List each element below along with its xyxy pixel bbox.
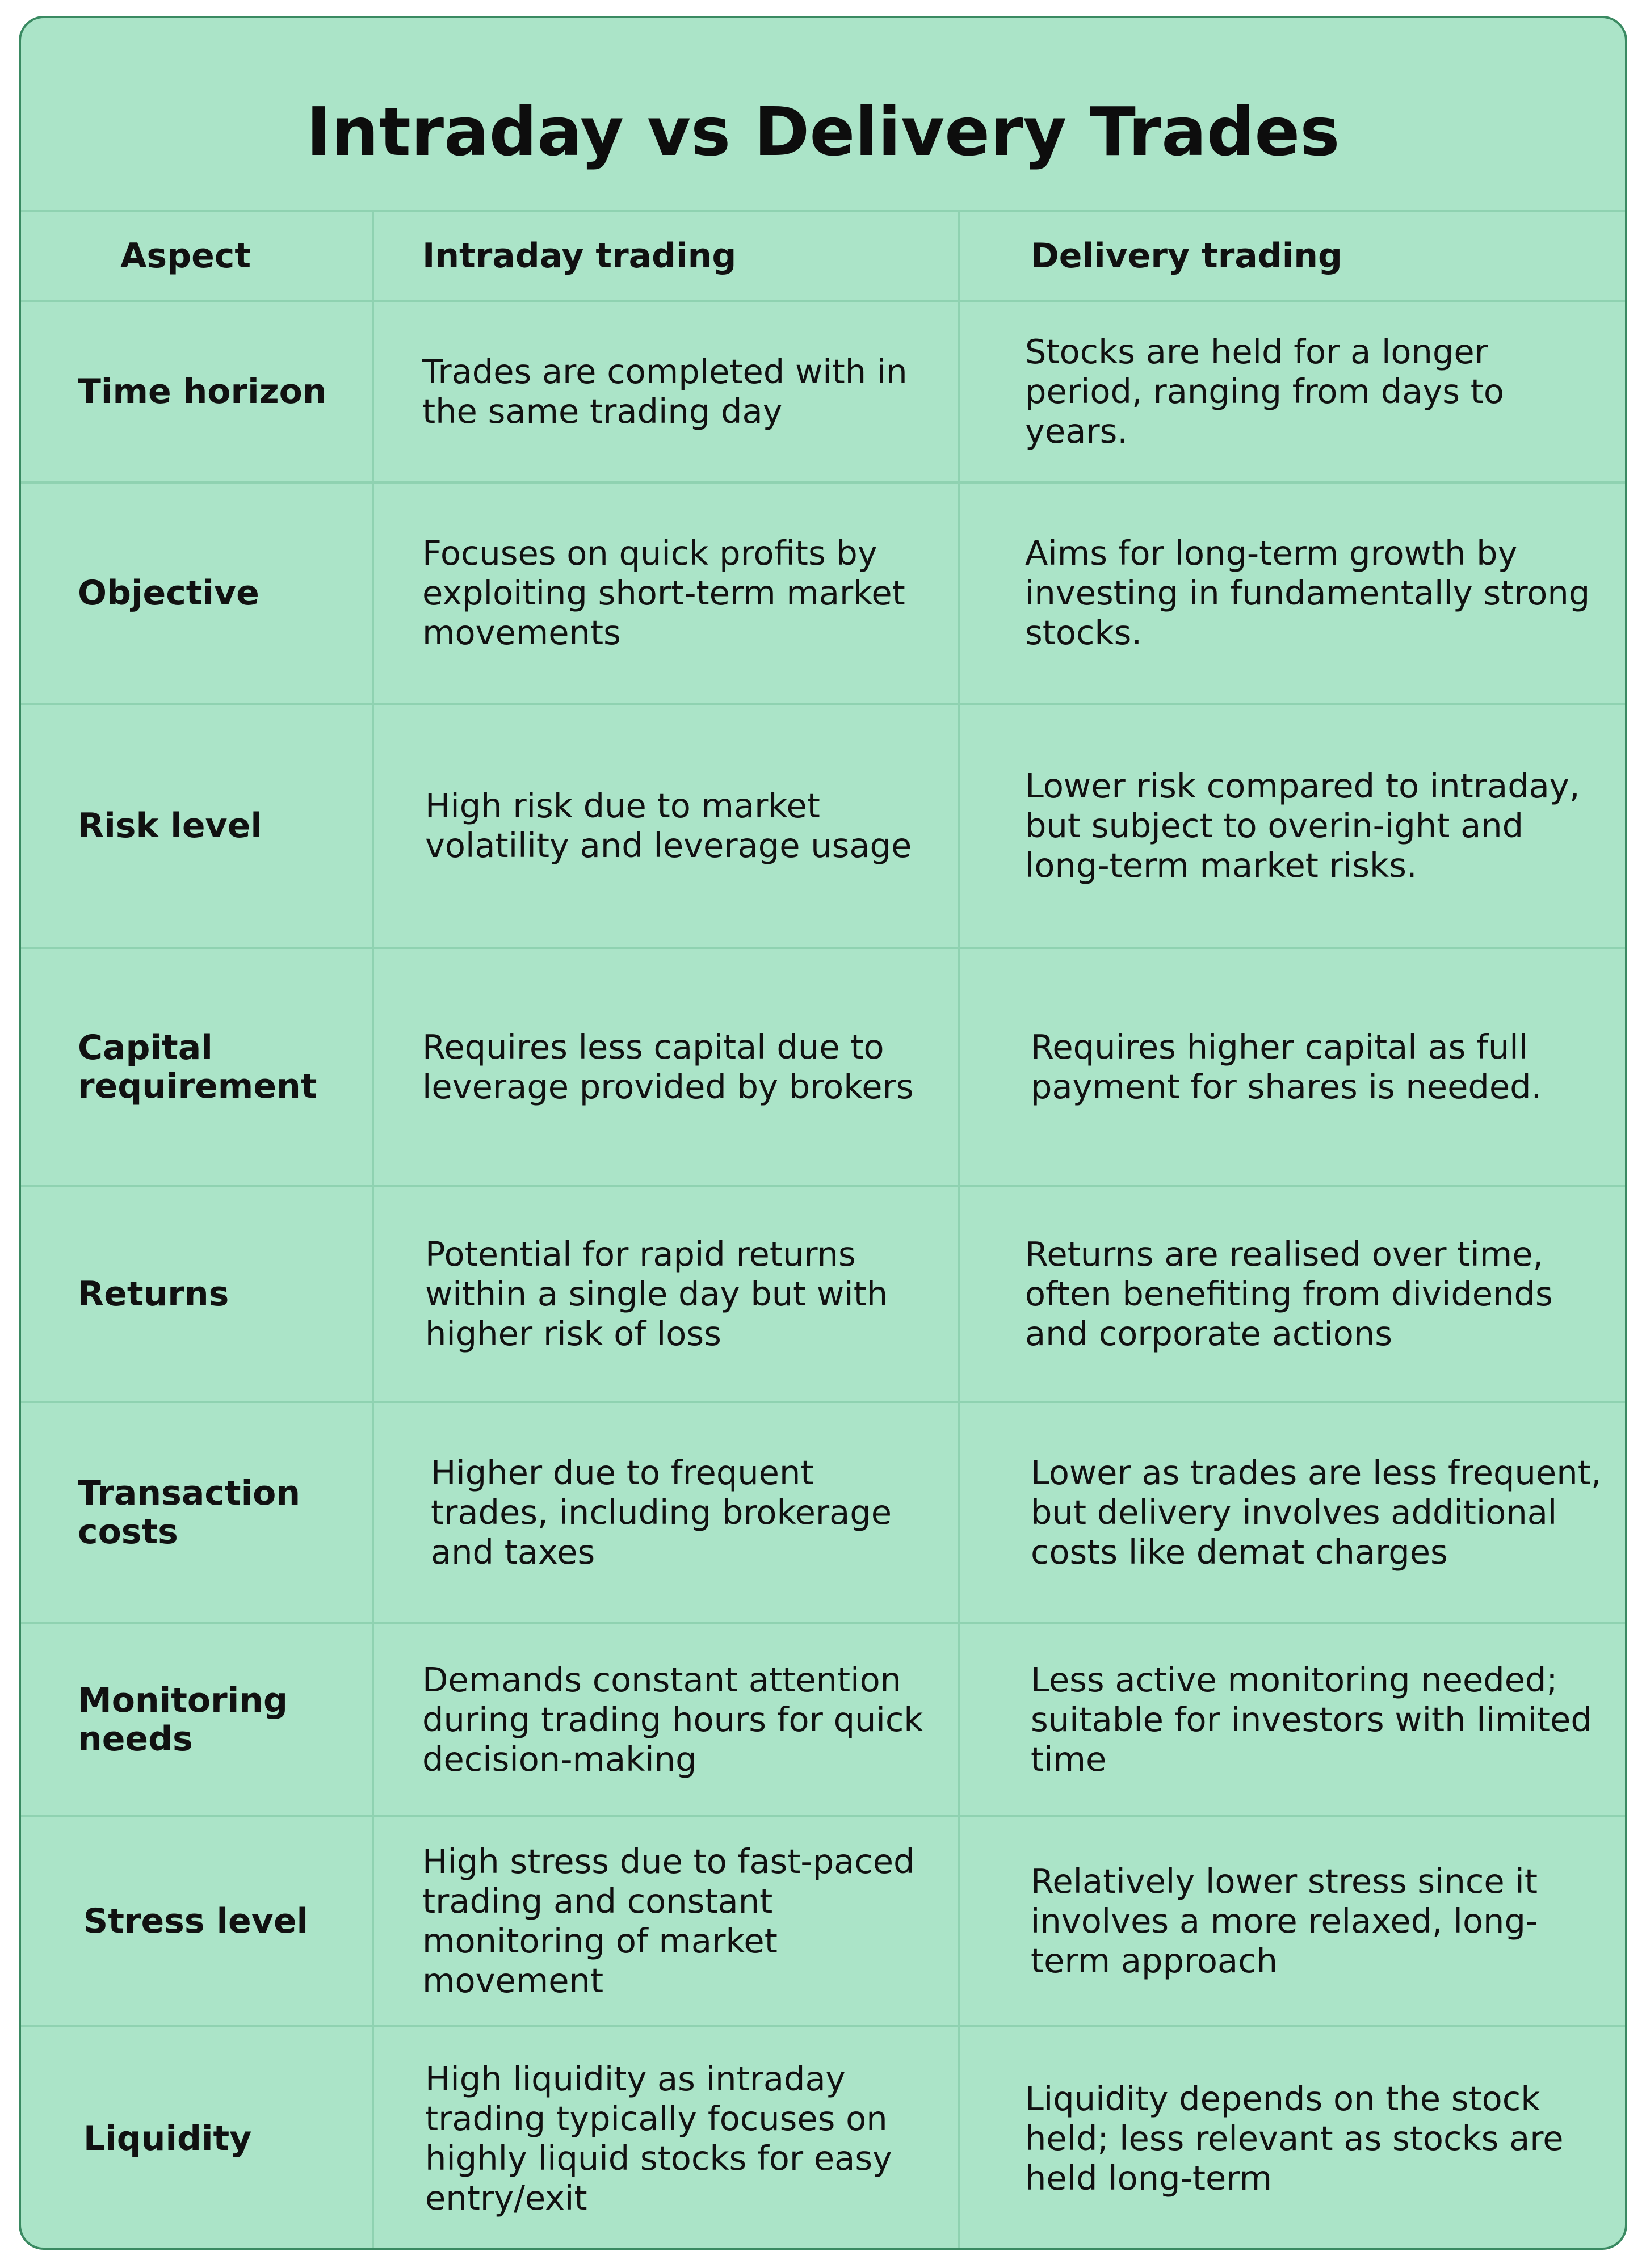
aspect-returns: Returns <box>78 1274 229 1314</box>
aspect-capital-requirement: Capital requirement <box>78 1028 317 1106</box>
delivery-returns: Returns are realised over time, often benefiting from dividends and corporate actions <box>1025 1234 1553 1353</box>
intraday-returns: Potential for rapid returns within a single day but with higher risk of loss <box>425 1234 888 1353</box>
intraday-risk-level: High risk due to market volatility and leverage usage <box>425 786 912 865</box>
aspect-risk-level: Risk level <box>78 806 262 846</box>
intraday-monitoring-needs: Demands constant attention during trading hours for quick decision-making <box>422 1660 923 1779</box>
page-title: Intraday vs Delivery Trades <box>306 93 1340 171</box>
intraday-capital-requirement: Requires less capital due to leverage provided by brokers <box>422 1027 914 1106</box>
intraday-transaction-costs: Higher due to frequent trades, including brokerage and taxes <box>431 1453 892 1572</box>
aspect-transaction-costs: Transaction costs <box>78 1473 301 1552</box>
aspect-monitoring-needs: Monitoring needs <box>78 1681 288 1759</box>
delivery-risk-level: Lower risk compared to intraday, but subject to overin-ight and long-term market risks. <box>1025 766 1580 885</box>
delivery-monitoring-needs: Less active monitoring needed; suitable for investors with limited time <box>1031 1660 1592 1779</box>
header-delivery: Delivery trading <box>1031 236 1342 276</box>
comparison-card <box>19 16 1627 2250</box>
aspect-liquidity: Liquidity <box>83 2119 252 2158</box>
intraday-stress-level: High stress due to fast-paced trading and constant monitoring of market movement <box>422 1842 915 2000</box>
header-intraday: Intraday trading <box>422 236 737 276</box>
delivery-stress-level: Relatively lower stress since it involves a more relaxed, long-term approach <box>1031 1862 1538 1980</box>
intraday-liquidity: High liquidity as intraday trading typically focuses on highly liquid stocks for easy entry/exit <box>425 2059 892 2217</box>
delivery-capital-requirement: Requires higher capital as full payment for shares is needed. <box>1031 1027 1542 1106</box>
aspect-objective: Objective <box>78 573 259 613</box>
delivery-liquidity: Liquidity depends on the stock held; less relevant as stocks are held long-term <box>1025 2079 1564 2198</box>
delivery-objective: Aims for long-term growth by investing in fundamentally strong stocks. <box>1025 534 1590 652</box>
delivery-transaction-costs: Lower as trades are less frequent, but delivery involves additional costs like demat charges <box>1031 1453 1602 1572</box>
header-aspect: Aspect <box>120 236 251 276</box>
aspect-time-horizon: Time horizon <box>78 372 327 411</box>
delivery-time-horizon: Stocks are held for a longer period, ranging from days to years. <box>1025 332 1505 451</box>
intraday-time-horizon: Trades are completed with in the same trading day <box>422 352 908 431</box>
aspect-stress-level: Stress level <box>83 1901 309 1941</box>
intraday-objective: Focuses on quick profits by exploiting short-term market movements <box>422 534 905 652</box>
